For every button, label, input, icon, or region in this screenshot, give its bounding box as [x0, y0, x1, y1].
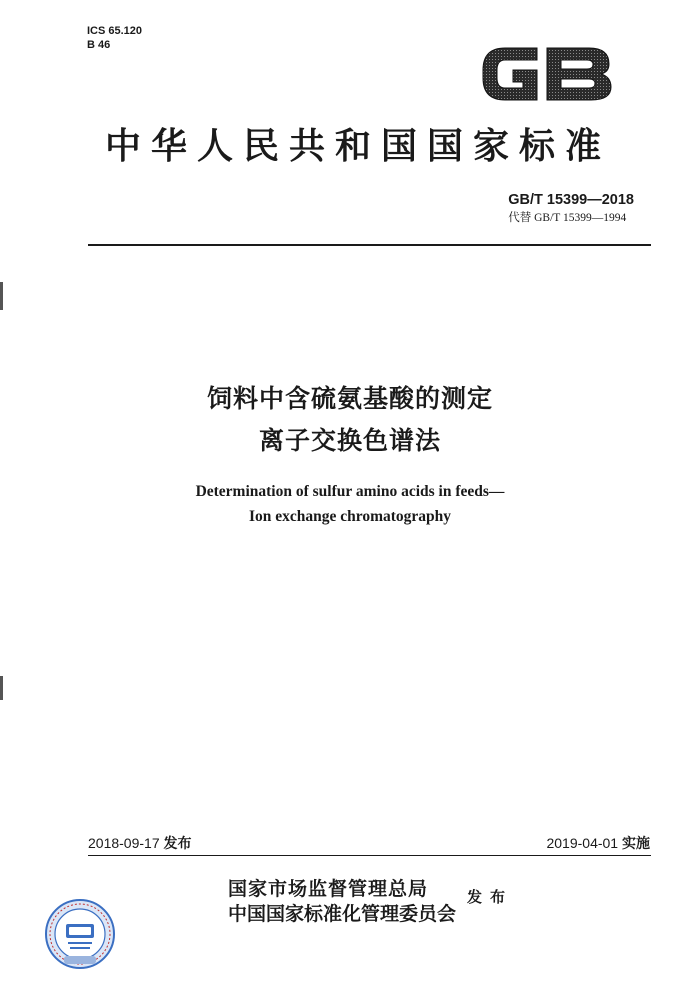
implementation-label: 实施: [622, 836, 650, 852]
issue-label: 发布: [163, 836, 192, 852]
header-divider: [88, 244, 651, 246]
standard-code-block: [508, 192, 634, 225]
standard-code: GB/T 15399—2018: [508, 192, 634, 208]
scan-edge-mark: [0, 676, 3, 700]
ccs-code: B 46: [87, 39, 111, 51]
title-zh-line1: 饲料中含硫氨基酸的测定: [206, 384, 493, 413]
issue-date-block: [88, 833, 192, 853]
implementation-date-block: [546, 833, 650, 853]
scan-edge-mark: [0, 282, 3, 310]
certification-seal-icon: [44, 898, 116, 974]
publisher-sac: 中国国家标准化管理委员会: [228, 903, 457, 925]
title-zh-line2: 离子交换色谱法: [258, 426, 441, 455]
gb-logo-icon: [477, 38, 617, 114]
publisher-samr: 国家市场监督管理总局: [228, 878, 429, 900]
issue-date: 2018-09-17: [88, 835, 160, 851]
ics-code: ICS 65.120: [87, 25, 143, 37]
national-standard-title: 中华人民共和国国家标准: [104, 125, 611, 167]
replaced-standard: 代替 GB/T 15399—1994: [508, 212, 627, 224]
title-en-line2: Ion exchange chromatography: [248, 508, 452, 525]
title-en-line1: Determination of sulfur amino acids in feeds—: [195, 483, 505, 500]
footer-divider: [88, 855, 651, 856]
publish-action: 发布: [467, 888, 514, 906]
classification-codes: [87, 24, 142, 52]
implementation-date: 2019-04-01: [546, 835, 619, 851]
